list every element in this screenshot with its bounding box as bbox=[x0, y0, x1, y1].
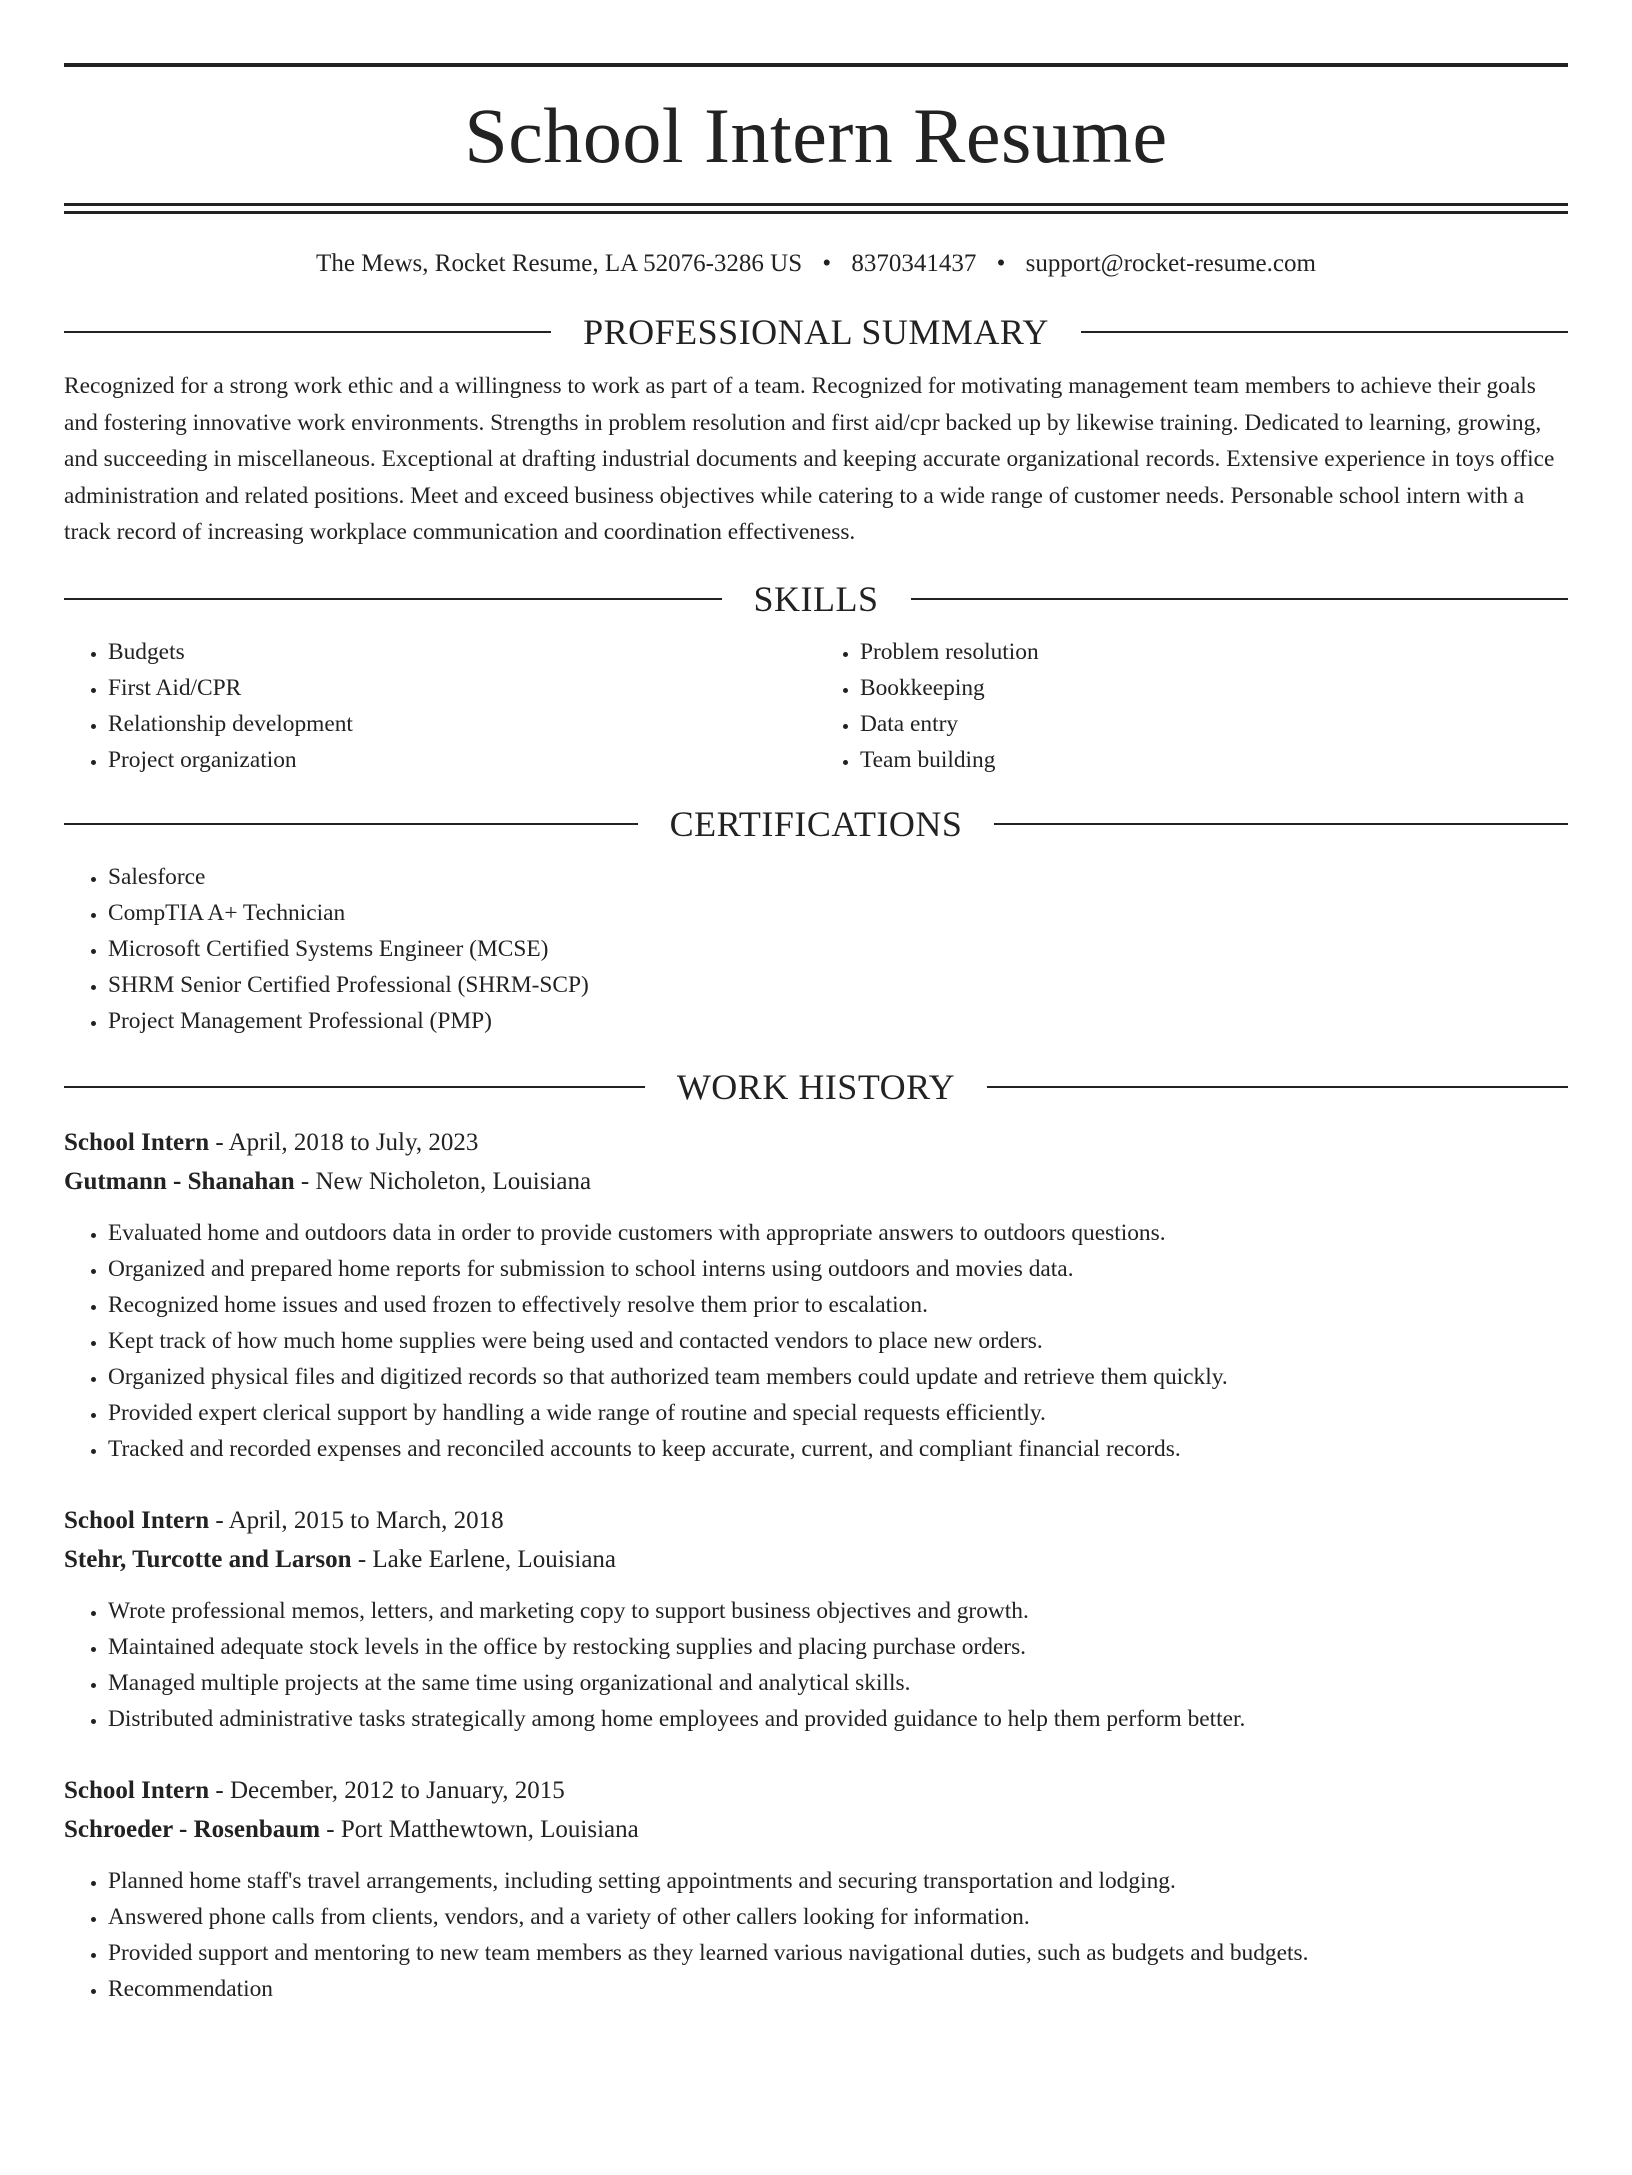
divider bbox=[64, 598, 722, 600]
skill-item: • Project organization bbox=[108, 742, 816, 778]
job-title: School Intern bbox=[64, 1128, 210, 1156]
contact-phone: 8370341437 bbox=[851, 250, 977, 277]
job-bullet: • Answered phone calls from clients, vendors, and a variety of other callers looking for information. bbox=[108, 1899, 1568, 1935]
section-title: WORK HISTORY bbox=[676, 1066, 956, 1107]
contact-address: The Mews, Rocket Resume, LA 52076-3286 US bbox=[316, 250, 803, 277]
job-bullet: • Wrote professional memos, letters, and marketing copy to support business objectives and growth. bbox=[108, 1593, 1568, 1629]
divider bbox=[911, 598, 1569, 600]
job-bullets bbox=[64, 1215, 1568, 1467]
job-bullet: • Provided support and mentoring to new team members as they learned various navigational duties, such as budgets and budgets. bbox=[108, 1935, 1568, 1971]
job-bullet: • Managed multiple projects at the same time using organizational and analytical skills. bbox=[108, 1665, 1568, 1701]
work-history-section-heading bbox=[64, 1066, 1568, 1107]
job-dates: - December, 2012 to January, 2015 bbox=[209, 1776, 565, 1804]
job-title: School Intern bbox=[64, 1506, 210, 1534]
title-double-rule bbox=[64, 203, 1568, 214]
section-title: SKILLS bbox=[753, 578, 879, 619]
job-company: Gutmann - Shanahan bbox=[64, 1167, 295, 1195]
job-bullet: • Planned home staff's travel arrangements, including setting appointments and securing transportation and lodging. bbox=[108, 1863, 1568, 1899]
job-bullet: • Recognized home issues and used frozen to effectively resolve them prior to escalation. bbox=[108, 1287, 1568, 1323]
contact-separator: • bbox=[822, 250, 832, 277]
top-rule bbox=[64, 63, 1568, 67]
job-bullet: • Recommendation bbox=[108, 1971, 1568, 2007]
job-title-line bbox=[64, 1501, 1568, 1540]
job-title-line bbox=[64, 1123, 1568, 1162]
skills-column-left bbox=[64, 634, 816, 778]
job-bullet: • Distributed administrative tasks strategically among home employees and provided guidance to help them perform better. bbox=[108, 1701, 1568, 1737]
certification-item: • Microsoft Certified Systems Engineer (MCSE) bbox=[108, 931, 1568, 967]
summary-section-heading bbox=[64, 314, 1568, 350]
certifications-list bbox=[64, 859, 1568, 1039]
job-bullet: • Kept track of how much home supplies were being used and contacted vendors to place new orders. bbox=[108, 1323, 1568, 1359]
skill-item: • First Aid/CPR bbox=[108, 670, 816, 706]
job-bullets bbox=[64, 1863, 1568, 2007]
section-title: PROFESSIONAL SUMMARY bbox=[583, 312, 1049, 352]
job-location: - New Nicholeton, Louisiana bbox=[294, 1167, 592, 1195]
job-bullet: • Evaluated home and outdoors data in order to provide customers with appropriate answers to outdoors questions. bbox=[108, 1215, 1568, 1251]
contact-email: support@rocket-resume.com bbox=[1025, 250, 1316, 277]
job-bullets bbox=[64, 1593, 1568, 1737]
job-dates: - April, 2015 to March, 2018 bbox=[209, 1506, 504, 1534]
section-title: CERTIFICATIONS bbox=[669, 803, 963, 844]
job-bullet: • Organized and prepared home reports for submission to school interns using outdoors and movies data. bbox=[108, 1251, 1568, 1287]
divider bbox=[64, 823, 638, 825]
skill-item: • Relationship development bbox=[108, 706, 816, 742]
skill-item: • Data entry bbox=[860, 706, 1568, 742]
certification-item: • CompTIA A+ Technician bbox=[108, 895, 1568, 931]
skill-item: • Team building bbox=[860, 742, 1568, 778]
certification-item: • SHRM Senior Certified Professional (SHRM-SCP) bbox=[108, 967, 1568, 1003]
skills-column-right bbox=[816, 634, 1568, 778]
job-entry bbox=[64, 1771, 1568, 2007]
contact-separator: • bbox=[996, 250, 1006, 277]
skills-section-heading bbox=[64, 578, 1568, 619]
job-bullet: • Provided expert clerical support by handling a wide range of routine and special requests efficiently. bbox=[108, 1395, 1568, 1431]
job-title: School Intern bbox=[64, 1776, 210, 1804]
job-company: Schroeder - Rosenbaum bbox=[64, 1815, 321, 1843]
skill-item: • Problem resolution bbox=[860, 634, 1568, 670]
divider bbox=[987, 1086, 1568, 1088]
certifications-section-heading bbox=[64, 803, 1568, 844]
job-company-line bbox=[64, 1540, 1568, 1579]
resume-title: School Intern Resume bbox=[464, 92, 1168, 179]
job-title-line bbox=[64, 1771, 1568, 1810]
job-entry bbox=[64, 1123, 1568, 1467]
job-company: Stehr, Turcotte and Larson bbox=[64, 1545, 352, 1573]
certification-item: • Salesforce bbox=[108, 859, 1568, 895]
skill-item: • Bookkeeping bbox=[860, 670, 1568, 706]
resume-page bbox=[0, 63, 1632, 2175]
divider bbox=[1081, 331, 1568, 333]
job-entry bbox=[64, 1501, 1568, 1737]
job-location: - Port Matthewtown, Louisiana bbox=[320, 1815, 639, 1843]
divider bbox=[64, 1086, 645, 1088]
job-bullet: • Maintained adequate stock levels in the office by restocking supplies and placing purchase orders. bbox=[108, 1629, 1568, 1665]
divider bbox=[64, 331, 551, 333]
contact-line bbox=[64, 251, 1568, 276]
skill-item: • Budgets bbox=[108, 634, 816, 670]
job-bullet: • Organized physical files and digitized records so that authorized team members could update and retrieve them quickly. bbox=[108, 1359, 1568, 1395]
job-dates: - April, 2018 to July, 2023 bbox=[209, 1128, 479, 1156]
certification-item: • Project Management Professional (PMP) bbox=[108, 1003, 1568, 1039]
job-location: - Lake Earlene, Louisiana bbox=[351, 1545, 617, 1573]
divider bbox=[994, 823, 1568, 825]
job-company-line bbox=[64, 1162, 1568, 1201]
skills-list bbox=[64, 634, 1568, 778]
job-bullet: • Tracked and recorded expenses and reconciled accounts to keep accurate, current, and compliant financial records. bbox=[108, 1431, 1568, 1467]
professional-summary: Recognized for a strong work ethic and a willingness to work as part of a team. Recognized for motivating management team members to achieve their goals and fostering innovative work environments. Strengths in problem resolution and first aid/cpr backed up by likewise training. Dedicated to learning, growing, and succeeding in miscellaneous. Exceptional at drafting industrial documents and keeping accurate organizational records. Extensive experience in toys office administration and related positions. Meet and exceed business objectives while catering to a wide range of customer needs. Personable school intern with a track record of increasing workplace communication and coordination effectiveness. bbox=[64, 373, 1555, 545]
job-company-line bbox=[64, 1810, 1568, 1849]
